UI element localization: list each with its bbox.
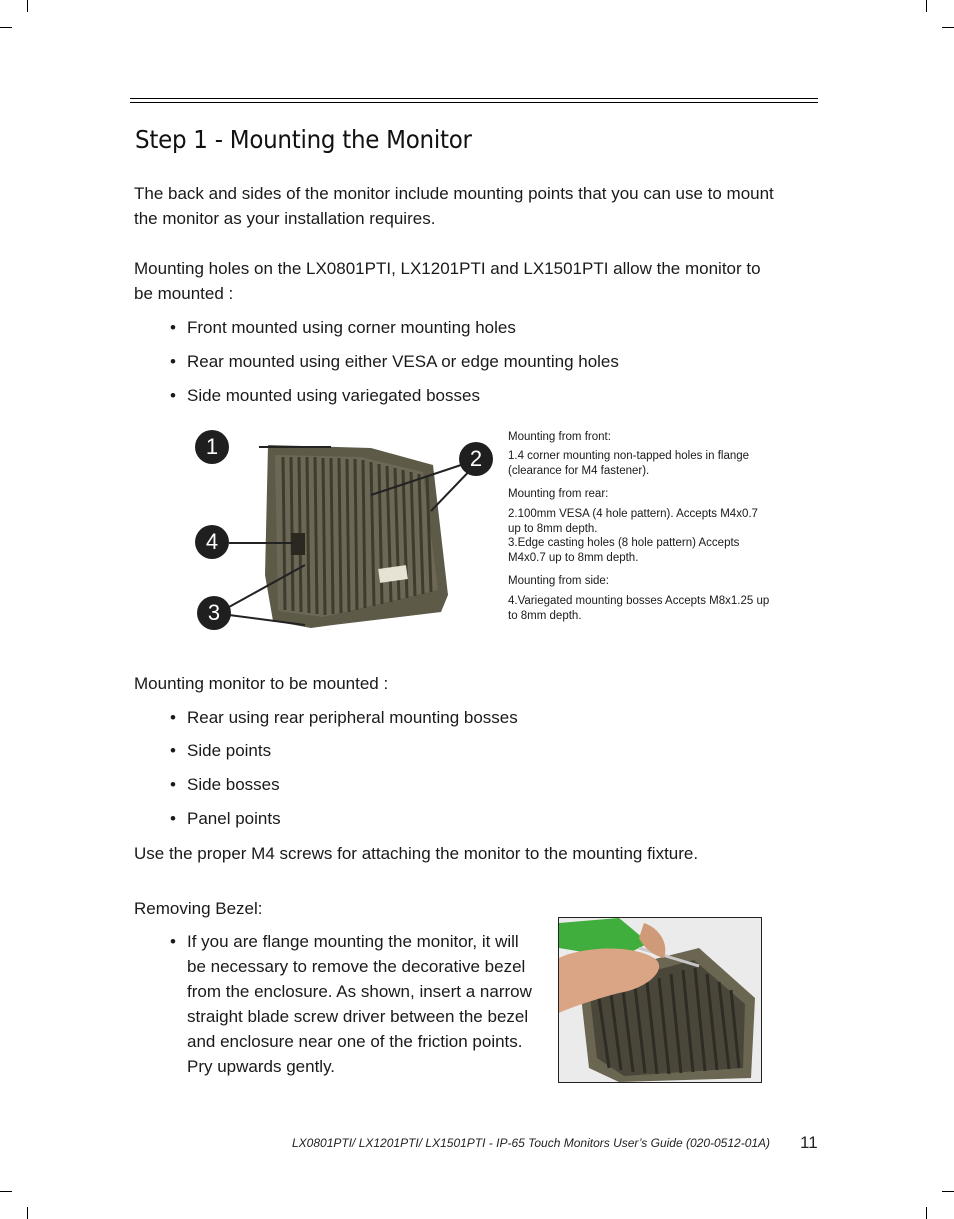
notes-item — [508, 536, 770, 566]
notes-item-text: Variegated mounting bosses Accepts M8x1.25 up to 8mm depth. — [508, 595, 770, 622]
notes-item — [508, 507, 770, 537]
bullet-item: • Side points — [170, 741, 272, 760]
crop-mark — [27, 0, 28, 12]
header-rule — [130, 102, 818, 103]
bullet-text: Side mounted using variegated bosses — [187, 386, 480, 405]
crop-mark — [942, 1191, 954, 1192]
monitor-rear-diagram — [193, 425, 498, 640]
bezel-heading: Removing Bezel: — [134, 899, 263, 918]
bullet-text: Rear mounted using either VESA or edge mounting holes — [187, 352, 619, 371]
bullet-text: Side points — [187, 741, 272, 760]
crop-mark — [942, 27, 954, 28]
footer-text: LX0801PTI/ LX1201PTI/ LX1501PTI - IP-65 Touch Monitors User’s Guide (020-0512-01A) — [292, 1136, 771, 1150]
notes-item-number: 3. — [508, 537, 518, 549]
notes-item-text: Edge casting holes (8 hole pattern) Accepts M4x0.7 up to 8mm depth. — [508, 537, 740, 564]
bezel-bullet: • If you are flange mounting the monitor, it will be necessary to remove the decorative bezel from the enclosure. As shown, insert a narrow straight blade screw driver between the bezel and enclosure near one of the friction points. Pry upwards gently. — [170, 932, 532, 1076]
bullet-item: • Side mounted using variegated bosses — [170, 386, 480, 405]
bullet-item: • Rear using rear peripheral mounting bosses — [170, 708, 518, 727]
screws-paragraph: Use the proper M4 screws for attaching the monitor to the mounting fixture. — [134, 844, 699, 863]
crop-mark — [926, 1207, 927, 1219]
notes-heading: Mounting from front: — [508, 431, 611, 443]
notes-item-text: 4 corner mounting non-tapped holes in flange (clearance for M4 fastener). — [508, 450, 750, 477]
bezel-removal-illustration — [559, 918, 761, 1082]
crop-mark — [27, 1207, 28, 1219]
bezel-removal-photo — [558, 917, 762, 1083]
notes-item-number: 4. — [508, 595, 518, 607]
bullet-text: Rear using rear peripheral mounting bosses — [187, 708, 518, 727]
page-title: Step 1 - Mounting the Monitor — [135, 125, 472, 154]
notes-item — [508, 594, 770, 624]
monitor-rear-illustration — [193, 425, 498, 640]
notes-item-text: 100mm VESA (4 hole pattern). Accepts M4x0.7 up to 8mm depth. — [508, 508, 758, 535]
crop-mark — [0, 27, 12, 28]
callout-badge: 3 — [197, 596, 231, 630]
notes-item-number: 1. — [508, 450, 518, 462]
bullet-text: Side bosses — [187, 775, 280, 794]
bullet-item: • Side bosses — [170, 775, 280, 794]
callout-badge: 4 — [195, 525, 229, 559]
crop-mark — [0, 1191, 12, 1192]
header-rule — [130, 98, 818, 99]
crop-mark — [926, 0, 927, 12]
monitor-intro-paragraph: Mounting monitor to be mounted : — [134, 674, 389, 693]
bullet-text: Panel points — [187, 809, 281, 828]
bullet-item: • Front mounted using corner mounting holes — [170, 318, 516, 337]
holes-intro-paragraph: Mounting holes on the LX0801PTI, LX1201PTI and LX1501PTI allow the monitor to be mounted : — [134, 259, 761, 303]
callout-badge: 1 — [195, 430, 229, 464]
intro-paragraph: The back and sides of the monitor include mounting points that you can use to mount the monitor as your installation requires. — [134, 184, 774, 228]
notes-heading: Mounting from rear: — [508, 488, 609, 500]
notes-item — [508, 449, 770, 479]
bullet-item: • Panel points — [170, 809, 281, 828]
bullet-text: If you are flange mounting the monitor, it will be necessary to remove the decorative bezel from the enclosure. As shown, insert a narrow straight blade screw driver between the bezel and enclosure near one of the friction points. Pry upwards gently. — [187, 932, 532, 1076]
notes-item-number: 2. — [508, 508, 518, 520]
page-number: 11 — [800, 1133, 818, 1152]
notes-heading: Mounting from side: — [508, 575, 609, 587]
callout-badge: 2 — [459, 442, 493, 476]
bullet-item: • Rear mounted using either VESA or edge mounting holes — [170, 352, 619, 371]
bullet-text: Front mounted using corner mounting holes — [187, 318, 516, 337]
